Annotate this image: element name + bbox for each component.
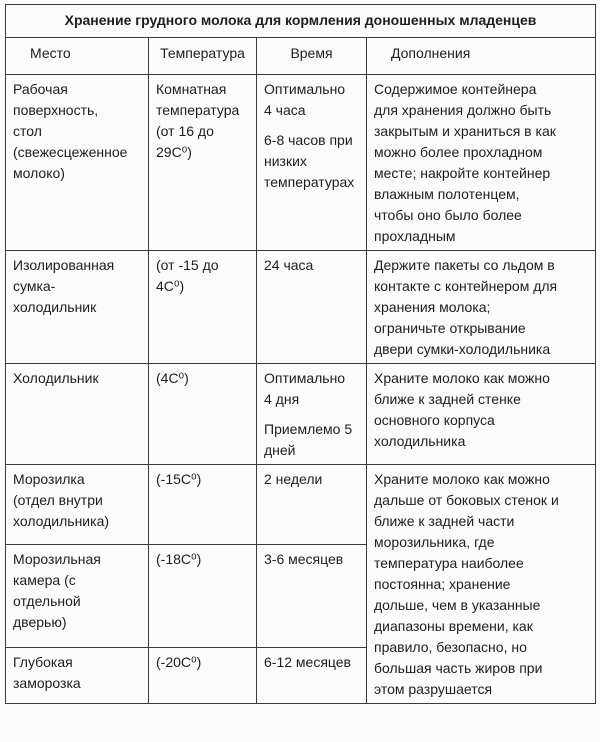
temperature-text: (от -15 до 4С⁰) [156, 257, 219, 294]
time-cell [257, 647, 367, 703]
time-text: 2 недели [264, 471, 323, 487]
place-cell [6, 364, 149, 465]
table-row [6, 364, 596, 465]
notes-cell [367, 75, 596, 251]
place-text: Глубокая заморозка [13, 653, 81, 691]
time-cell [257, 364, 367, 465]
column-header-notes: Дополнения [367, 38, 596, 75]
column-header-temperature: Температура [149, 38, 257, 75]
place-cell [6, 75, 149, 251]
temperature-cell [149, 251, 257, 364]
temperature-text: (-20С⁰) [156, 653, 202, 670]
time-cell [257, 465, 367, 545]
place-text: Холодильник [13, 370, 99, 386]
title-row [6, 5, 596, 38]
temperature-cell [149, 75, 257, 251]
table-row [6, 75, 596, 251]
column-header-time: Время [257, 38, 367, 75]
temperature-cell [149, 647, 257, 703]
column-header-place: Место [6, 38, 149, 75]
table-row [6, 465, 596, 545]
temperature-text: (4С⁰) [156, 370, 189, 386]
time-cell [257, 251, 367, 364]
time-text: Приемлемо 5 дней [264, 421, 353, 458]
time-cell [257, 75, 367, 251]
place-text: Морозилка (отдел внутри холодильника) [13, 471, 110, 529]
temperature-cell [149, 364, 257, 465]
place-cell [6, 251, 149, 364]
place-text: Изолированная сумка- холодильник [13, 257, 115, 315]
temperature-text: Комнатная температура (от 16 до 29С⁰) [156, 81, 240, 160]
place-cell [6, 465, 149, 545]
time-text: 6-12 месяцев [264, 653, 351, 670]
time-text: 6-8 часов при низких температурах [264, 132, 355, 190]
header-row [6, 38, 596, 75]
time-text: Оптимально 4 часа [264, 81, 346, 118]
place-text: Рабочая поверхность, стол (свежесцеженное молоко) [13, 81, 128, 181]
notes-text: Содержимое контейнера для хранения должно быть закрытым и храниться в как можно более прохладном месте; накройте контейнер влажным полотенцем, чтобы оно было более прохладным [374, 81, 556, 244]
table-row [6, 251, 596, 364]
time-text: 24 часа [264, 257, 314, 273]
freezer-notes-cell [367, 465, 596, 704]
temperature-text: (-18С⁰) [156, 550, 202, 567]
breast-milk-storage-table [5, 4, 596, 704]
table-title: Хранение грудного молока для кормления доношенных младенцев [6, 5, 596, 38]
time-text: Оптимально 4 дня [264, 370, 346, 407]
place-text: Морозильная камера (с отдельной дверью) [13, 550, 101, 630]
time-text: 3-6 месяцев [264, 550, 344, 567]
notes-text: Храните молоко как можно дальше от боковых стенок и ближе к задней части морозильника, где температура наиболее постоянна; хранение дольше, чем в указанные диапазоны времени, как правило, безопасно, но большая часть жиров при этом разрушается [374, 471, 559, 697]
temperature-cell [149, 465, 257, 545]
place-cell [6, 647, 149, 703]
temperature-cell [149, 544, 257, 647]
notes-cell [367, 364, 596, 465]
temperature-text: (-15С⁰) [156, 471, 202, 487]
time-cell [257, 544, 367, 647]
notes-cell [367, 251, 596, 364]
place-cell [6, 544, 149, 647]
notes-text: Храните молоко как можно ближе к задней стенке основного корпуса холодильника [374, 370, 550, 449]
notes-text: Держите пакеты со льдом в контакте с контейнером для хранения молока; ограничьте открывание двери сумки-холодильника [374, 257, 558, 357]
